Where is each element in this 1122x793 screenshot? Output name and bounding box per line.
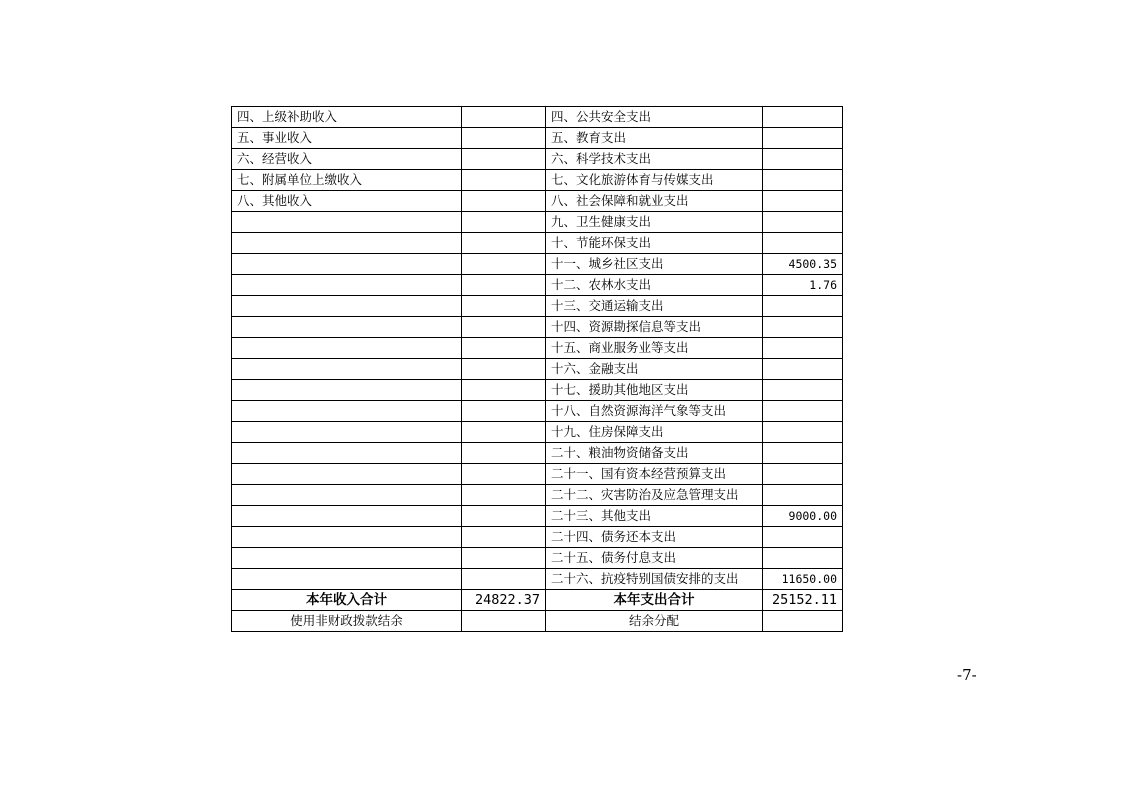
totals-row bbox=[232, 590, 843, 611]
expense-amount-cell bbox=[763, 149, 843, 170]
expense-amount-cell bbox=[763, 485, 843, 506]
table-row bbox=[232, 149, 843, 170]
expense-amount-cell bbox=[763, 128, 843, 149]
expense-item-cell: 十七、援助其他地区支出 bbox=[546, 380, 763, 401]
balance-distribution-amount bbox=[763, 611, 843, 632]
expense-item-cell: 十一、城乡社区支出 bbox=[546, 254, 763, 275]
income-amount-cell bbox=[462, 569, 546, 590]
expense-item-cell: 二十三、其他支出 bbox=[546, 506, 763, 527]
table-row bbox=[232, 443, 843, 464]
income-amount-cell bbox=[462, 317, 546, 338]
expense-item-cell: 二十、粮油物资储备支出 bbox=[546, 443, 763, 464]
income-item-cell bbox=[232, 569, 462, 590]
income-item-cell: 五、事业收入 bbox=[232, 128, 462, 149]
expense-item-cell: 七、文化旅游体育与传媒支出 bbox=[546, 170, 763, 191]
expense-amount-cell bbox=[763, 464, 843, 485]
expense-total-label: 本年支出合计 bbox=[546, 590, 763, 611]
income-amount-cell bbox=[462, 422, 546, 443]
expense-amount-cell bbox=[763, 443, 843, 464]
expense-amount-cell bbox=[763, 296, 843, 317]
non-fiscal-balance-amount bbox=[462, 611, 546, 632]
income-item-cell bbox=[232, 422, 462, 443]
income-item-cell bbox=[232, 506, 462, 527]
balance-row bbox=[232, 611, 843, 632]
expense-item-cell: 十三、交通运输支出 bbox=[546, 296, 763, 317]
income-item-cell bbox=[232, 548, 462, 569]
income-item-cell bbox=[232, 359, 462, 380]
income-amount-cell bbox=[462, 128, 546, 149]
expense-amount-cell: 9000.00 bbox=[763, 506, 843, 527]
table-row bbox=[232, 233, 843, 254]
table-row bbox=[232, 380, 843, 401]
income-item-cell: 六、经营收入 bbox=[232, 149, 462, 170]
income-item-cell bbox=[232, 380, 462, 401]
expense-item-cell: 十五、商业服务业等支出 bbox=[546, 338, 763, 359]
expense-item-cell: 十六、金融支出 bbox=[546, 359, 763, 380]
expense-amount-cell: 4500.35 bbox=[763, 254, 843, 275]
income-amount-cell bbox=[462, 443, 546, 464]
expense-item-cell: 六、科学技术支出 bbox=[546, 149, 763, 170]
expense-amount-cell bbox=[763, 359, 843, 380]
expense-item-cell: 二十一、国有资本经营预算支出 bbox=[546, 464, 763, 485]
income-item-cell bbox=[232, 485, 462, 506]
income-amount-cell bbox=[462, 401, 546, 422]
expense-amount-cell bbox=[763, 338, 843, 359]
income-item-cell bbox=[232, 401, 462, 422]
income-amount-cell bbox=[462, 380, 546, 401]
table-row bbox=[232, 296, 843, 317]
expense-amount-cell: 11650.00 bbox=[763, 569, 843, 590]
income-amount-cell bbox=[462, 527, 546, 548]
table-row bbox=[232, 485, 843, 506]
expense-amount-cell bbox=[763, 170, 843, 191]
table-row bbox=[232, 212, 843, 233]
expense-amount-cell bbox=[763, 191, 843, 212]
income-item-cell: 八、其他收入 bbox=[232, 191, 462, 212]
expense-amount-cell bbox=[763, 380, 843, 401]
table-row bbox=[232, 317, 843, 338]
expense-amount-cell bbox=[763, 317, 843, 338]
expense-item-cell: 九、卫生健康支出 bbox=[546, 212, 763, 233]
expense-amount-cell bbox=[763, 422, 843, 443]
expense-amount-cell bbox=[763, 548, 843, 569]
table-row bbox=[232, 107, 843, 128]
expense-amount-cell: 1.76 bbox=[763, 275, 843, 296]
income-amount-cell bbox=[462, 212, 546, 233]
expense-item-cell: 四、公共安全支出 bbox=[546, 107, 763, 128]
table-row bbox=[232, 401, 843, 422]
income-item-cell bbox=[232, 275, 462, 296]
income-amount-cell bbox=[462, 359, 546, 380]
table-row bbox=[232, 338, 843, 359]
table-row bbox=[232, 359, 843, 380]
table-row bbox=[232, 422, 843, 443]
income-amount-cell bbox=[462, 338, 546, 359]
table-row bbox=[232, 191, 843, 212]
income-amount-cell bbox=[462, 506, 546, 527]
income-amount-cell bbox=[462, 191, 546, 212]
income-item-cell bbox=[232, 338, 462, 359]
income-amount-cell bbox=[462, 149, 546, 170]
income-item-cell bbox=[232, 212, 462, 233]
table-row bbox=[232, 128, 843, 149]
expense-item-cell: 五、教育支出 bbox=[546, 128, 763, 149]
table-row bbox=[232, 254, 843, 275]
income-amount-cell bbox=[462, 170, 546, 191]
table-row bbox=[232, 548, 843, 569]
expense-amount-cell bbox=[763, 527, 843, 548]
expense-item-cell: 二十六、抗疫特别国债安排的支出 bbox=[546, 569, 763, 590]
income-amount-cell bbox=[462, 107, 546, 128]
expense-amount-cell bbox=[763, 212, 843, 233]
page-number: -7- bbox=[957, 666, 977, 684]
income-item-cell bbox=[232, 254, 462, 275]
income-amount-cell bbox=[462, 254, 546, 275]
income-amount-cell bbox=[462, 464, 546, 485]
income-item-cell: 四、上级补助收入 bbox=[232, 107, 462, 128]
income-amount-cell bbox=[462, 296, 546, 317]
income-item-cell bbox=[232, 296, 462, 317]
income-item-cell bbox=[232, 443, 462, 464]
expense-item-cell: 十九、住房保障支出 bbox=[546, 422, 763, 443]
expense-amount-cell bbox=[763, 233, 843, 254]
expense-item-cell: 十八、自然资源海洋气象等支出 bbox=[546, 401, 763, 422]
expense-item-cell: 十、节能环保支出 bbox=[546, 233, 763, 254]
expense-item-cell: 十二、农林水支出 bbox=[546, 275, 763, 296]
table-row bbox=[232, 170, 843, 191]
balance-distribution-label: 结余分配 bbox=[546, 611, 763, 632]
income-item-cell bbox=[232, 233, 462, 254]
income-total-amount: 24822.37 bbox=[462, 590, 546, 611]
income-amount-cell bbox=[462, 485, 546, 506]
income-item-cell bbox=[232, 527, 462, 548]
expense-item-cell: 十四、资源勘探信息等支出 bbox=[546, 317, 763, 338]
income-amount-cell bbox=[462, 233, 546, 254]
budget-table bbox=[231, 106, 843, 632]
budget-table-body bbox=[232, 107, 843, 590]
expense-amount-cell bbox=[763, 107, 843, 128]
income-total-label: 本年收入合计 bbox=[232, 590, 462, 611]
income-item-cell bbox=[232, 317, 462, 338]
table-row bbox=[232, 527, 843, 548]
expense-item-cell: 二十二、灾害防治及应急管理支出 bbox=[546, 485, 763, 506]
expense-item-cell: 二十四、债务还本支出 bbox=[546, 527, 763, 548]
non-fiscal-balance-label: 使用非财政拨款结余 bbox=[232, 611, 462, 632]
expense-item-cell: 二十五、债务付息支出 bbox=[546, 548, 763, 569]
income-item-cell bbox=[232, 464, 462, 485]
income-item-cell: 七、附属单位上缴收入 bbox=[232, 170, 462, 191]
income-amount-cell bbox=[462, 548, 546, 569]
table-row bbox=[232, 506, 843, 527]
income-amount-cell bbox=[462, 275, 546, 296]
expense-item-cell: 八、社会保障和就业支出 bbox=[546, 191, 763, 212]
expense-amount-cell bbox=[763, 401, 843, 422]
table-row bbox=[232, 275, 843, 296]
table-row bbox=[232, 569, 843, 590]
table-row bbox=[232, 464, 843, 485]
expense-total-amount: 25152.11 bbox=[763, 590, 843, 611]
